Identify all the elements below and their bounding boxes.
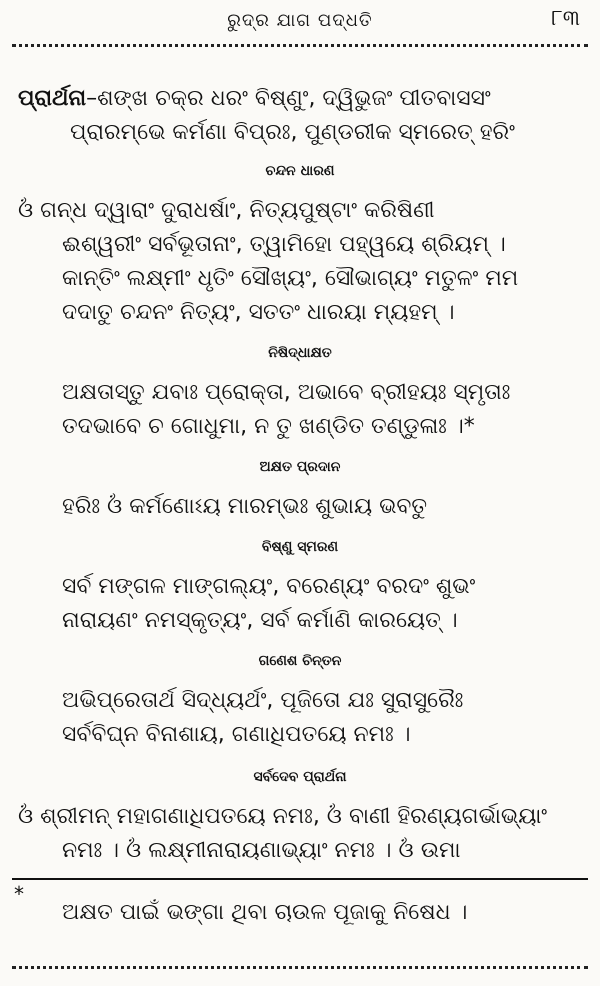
verse-line: ସର୍ବବିଘ୍ନ ବିନାଶାୟ, ଗଣାଧିପତୟେ ନମଃ ।: [62, 722, 411, 747]
section-heading-chandana: ଚନ୍ଦନ ଧାରଣ: [265, 163, 335, 179]
footer-divider: [12, 966, 588, 969]
footnote-text: ଅକ୍ଷତ ପାଇଁ ଭଙ୍ଗା ଥିବା ଚାଉଳ ପୂଜାକୁ ନିଷେଧ ।: [62, 900, 468, 925]
footnote-marker: *: [14, 882, 24, 906]
verse-line: କାନ୍ତିଂ ଲକ୍ଷ୍ମୀଂ ଧୃତିଂ ସୌଖ୍ୟଂ, ସୌଭାଗ୍ୟଂ ମତୁଳଂ ମମ: [62, 266, 519, 291]
prarthana-line-1: [18, 84, 491, 114]
verse-line: ସର୍ବ ମଙ୍ଗଳ ମାଙ୍ଗଲ୍ୟଂ, ବରେଣ୍ୟଂ ବରଦଂ ଶୁଭଂ: [62, 574, 476, 599]
verse-line: ଅଭିପ୍ରେତାର୍ଥ ସିଦ୍ଧ୍ୟର୍ଥଂ, ପୂଜିତୋ ଯଃ ସୁରାସୁରୈଃ: [62, 688, 464, 713]
prarthana-line-1-text: –ଶଙ୍ଖ ଚକ୍ର ଧରଂ ବିଷ୍ଣୁଂ, ଦ୍ୱିଭୁଜଂ ପୀତବାସସଂ: [86, 86, 491, 111]
page-header: [14, 6, 586, 40]
verse-line: ନମଃ । ଓଁ ଲକ୍ଷ୍ମୀନାରାୟଣାଭ୍ୟାଂ ନମଃ । ଓଁ ଉମା: [62, 838, 461, 863]
section-heading-nishiddhakshata: ନିଷିଦ୍ଧାକ୍ଷତ: [268, 345, 332, 361]
verse-line: ଅକ୍ଷତାସ୍ତୁ ଯବାଃ ପ୍ରୋକ୍ତା, ଅଭାବେ ବ୍ରୀହୟଃ ସ୍ମୃତାଃ: [62, 380, 511, 405]
verse-line: ଦଦାତୁ ଚନ୍ଦନଂ ନିତ୍ୟଂ, ସତତଂ ଧାରୟା ମ୍ୟହମ୍ ।: [62, 300, 455, 325]
verse-line: ଓଁ ଗନ୍ଧ ଦ୍ୱାରାଂ ଦୁରାଧର୍ଷାଂ, ନିତ୍ୟପୁଷ୍ଟାଂ କରିଷିଣୀ: [18, 198, 435, 223]
section-heading-akshata-pradana: ଅକ୍ଷତ ପ୍ରଦାନ: [259, 459, 341, 475]
verse-line: ନାରାୟଣଂ ନମସ୍କୃତ୍ୟଂ, ସର୍ବ କର୍ମାଣି କାରୟେତ୍ ।: [62, 608, 458, 633]
page-number: ୮୩: [551, 6, 580, 31]
verse-line: ଓଁ ଶ୍ରୀମନ୍ ମହାଗଣାଧିପତୟେ ନମଃ, ଓଁ ବାଣୀ ହିରଣ୍ୟଗର୍ଭାଭ୍ୟାଂ: [18, 804, 548, 829]
verse-line: ଈଶ୍ୱରୀଂ ସର୍ବଭୂତାନାଂ, ତ୍ୱାମିହୋ ପହ୍ୱୟେ ଶ୍ରିୟମ୍ ।: [62, 232, 506, 257]
verse-line: ତଦଭାବେ ଚ ଗୋଧୁମା, ନ ତୁ ଖଣ୍ଡିତ ତଣ୍ଡୁଳାଃ ।*: [62, 414, 475, 439]
header-divider: [12, 44, 588, 47]
section-heading-vishnu-smarana: ବିଷ୍ଣୁ ସ୍ମରଣ: [261, 539, 339, 555]
running-title: ରୁଦ୍ର ଯାଗ ପଦ୍ଧତି: [227, 10, 373, 31]
section-heading-sarvadeva-prarthana: ସର୍ବଦେବ ପ୍ରାର୍ଥନା: [253, 769, 347, 785]
prarthana-line-2: ପ୍ରାରମ୍ଭେ କର୍ମଣା ବିପ୍ରଃ, ପୁଣ୍ଡରୀକ ସ୍ମରେତ୍ ହରିଂ: [70, 120, 515, 145]
verse-line: ହରିଃ ଓଁ କର୍ମଣୋଽୟ ମାରମ୍ଭଃ ଶୁଭାୟ ଭବତୁ: [62, 494, 428, 519]
prarthana-label: ପ୍ରାର୍ଥନା: [18, 86, 87, 111]
footnote-divider: [12, 878, 588, 880]
section-heading-ganesha-chintana: ଗଣେଶ ଚିନ୍ତନ: [258, 653, 342, 669]
